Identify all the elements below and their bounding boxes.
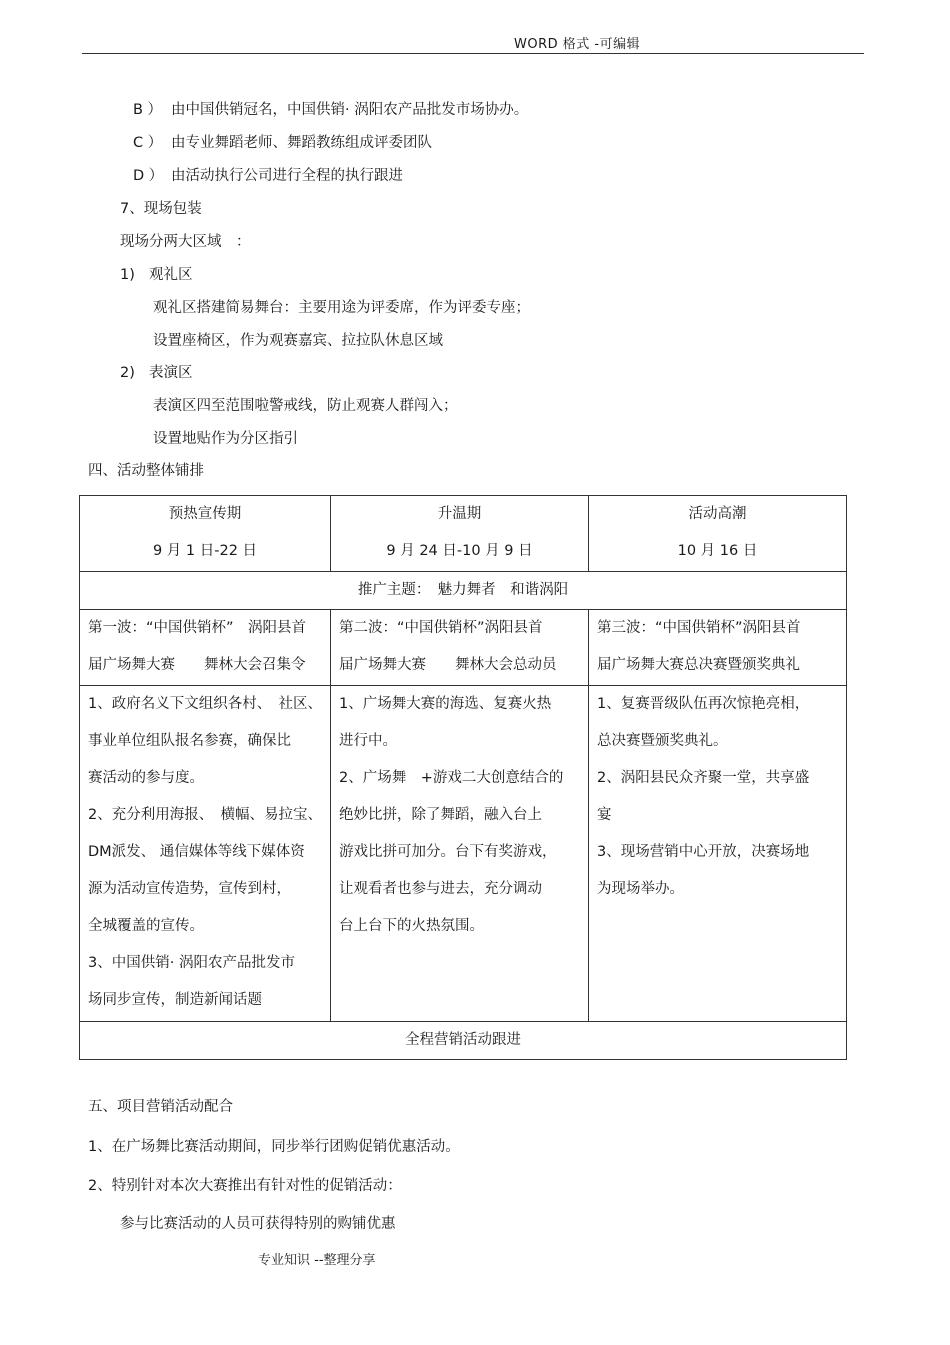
detail-line: 3、中国供销· 涡阳农产品批发市	[88, 955, 295, 971]
detail-line: 1、政府名义下文组织各村、 社区、	[88, 696, 322, 712]
detail-line: 2、广场舞 +游戏二大创意结合的	[339, 770, 564, 786]
wave-line: 第三波：“中国供销杯”涡阳县首	[597, 620, 801, 636]
header-rule	[82, 53, 864, 54]
detail-cell	[80, 686, 331, 1022]
detail-line: 让观看者也参与进去，充分调动	[339, 881, 542, 897]
section5-item: 2、特别针对本次大赛推出有针对性的促销活动：	[88, 1178, 402, 1194]
detail-line: 源为活动宣传造势，宣传到村，	[88, 881, 291, 897]
wave-line: 届广场舞大赛 舞林大会召集令	[88, 657, 306, 673]
detail-line: 为现场举办。	[597, 881, 684, 897]
zone2-line: 设置地贴作为分区指引	[153, 431, 298, 447]
zone2-label: 2)	[120, 365, 135, 381]
phase-name: 预热宣传期	[168, 506, 242, 522]
item-text: 由活动执行公司进行全程的执行跟进	[171, 168, 403, 184]
phase-name: 活动高潮	[688, 506, 747, 522]
phase-name: 升温期	[437, 506, 482, 522]
detail-line: 赛活动的参与度。	[88, 770, 204, 786]
phase-cell	[80, 496, 331, 572]
detail-cell	[331, 686, 589, 1022]
wave-line: 第二波：“中国供销杯”涡阳县首	[339, 620, 543, 636]
theme-cell: 推广主题： 魅力舞者 和谐涡阳	[80, 572, 847, 610]
list-item-d	[133, 166, 403, 186]
zone1-heading	[120, 265, 193, 285]
table-row	[80, 1022, 847, 1060]
detail-line: 游戏比拼可加分。台下有奖游戏，	[339, 844, 557, 860]
zone1-title: 观礼区	[149, 267, 193, 283]
list-item-c	[133, 133, 432, 153]
phase-cell	[589, 496, 847, 572]
section5-item: 参与比赛活动的人员可获得特别的购铺优惠	[120, 1216, 396, 1232]
table-row	[80, 572, 847, 610]
schedule-table	[79, 495, 847, 1060]
phase-date: 9 月 24 日-10 月 9 日	[386, 543, 533, 559]
item-text: 由专业舞蹈老师、舞蹈教练组成评委团队	[171, 135, 432, 151]
detail-line: 事业单位组队报名参赛，确保比	[88, 733, 291, 749]
wave-line: 第一波：“中国供销杯” 涡阳县首	[88, 620, 307, 636]
table-row	[80, 610, 847, 686]
section5-heading: 五、项目营销活动配合	[88, 1099, 233, 1115]
phase-cell	[331, 496, 589, 572]
zone2-line: 表演区四至范围啦警戒线，防止观赛人群闯入；	[153, 398, 458, 414]
wave-cell	[589, 610, 847, 686]
item-label: B ）	[133, 102, 163, 118]
detail-line: 1、复赛晋级队伍再次惊艳亮相，	[597, 696, 810, 712]
section5-item: 1、在广场舞比赛活动期间，同步举行团购促销优惠活动。	[88, 1139, 460, 1155]
zone2-title: 表演区	[149, 365, 193, 381]
detail-line: 1、广场舞大赛的海选、复赛火热	[339, 696, 552, 712]
wave-line: 届广场舞大赛 舞林大会总动员	[339, 657, 557, 673]
wave-cell	[80, 610, 331, 686]
section4-heading: 四、活动整体铺排	[88, 463, 204, 479]
detail-line: 总决赛暨颁奖典礼。	[597, 733, 728, 749]
detail-line: 绝妙比拼，除了舞蹈，融入台上	[339, 807, 542, 823]
item-label: C ）	[133, 135, 163, 151]
item7-heading: 7、现场包装	[120, 201, 202, 217]
detail-line: DM派发、 通信媒体等线下媒体资	[88, 844, 305, 860]
detail-line: 3、现场营销中心开放，决赛场地	[597, 844, 810, 860]
detail-line: 2、充分利用海报、 横幅、易拉宝、	[88, 807, 322, 823]
footer-row-cell: 全程营销活动跟进	[80, 1022, 847, 1060]
page-footer: 专业知识 --整理分享	[258, 1253, 376, 1268]
list-item-b	[133, 100, 528, 120]
item7-intro: 现场分两大区域 ：	[120, 234, 251, 250]
detail-line: 场同步宣传，制造新闻话题	[88, 992, 262, 1008]
item-text: 由中国供销冠名，中国供销· 涡阳农产品批发市场协办。	[171, 102, 529, 118]
detail-line: 全城覆盖的宣传。	[88, 918, 204, 934]
detail-line: 宴	[597, 807, 612, 823]
item-label: D ）	[133, 168, 164, 184]
detail-line: 台上台下的火热氛围。	[339, 918, 484, 934]
table-row	[80, 496, 847, 572]
phase-date: 10 月 16 日	[677, 543, 758, 559]
wave-line: 届广场舞大赛总决赛暨颁奖典礼	[597, 657, 800, 673]
phase-date: 9 月 1 日-22 日	[152, 543, 258, 559]
zone1-line: 观礼区搭建简易舞台：主要用途为评委席，作为评委专座；	[153, 300, 530, 316]
detail-cell	[589, 686, 847, 1022]
wave-cell	[331, 610, 589, 686]
page-header: WORD 格式 -可编辑	[514, 37, 641, 52]
zone1-line: 设置座椅区，作为观赛嘉宾、拉拉队休息区域	[153, 333, 443, 349]
detail-line: 进行中。	[339, 733, 397, 749]
zone1-label: 1)	[120, 267, 135, 283]
detail-line: 2、涡阳县民众齐聚一堂，共享盛	[597, 770, 810, 786]
zone2-heading	[120, 363, 193, 383]
table-row	[80, 686, 847, 1022]
